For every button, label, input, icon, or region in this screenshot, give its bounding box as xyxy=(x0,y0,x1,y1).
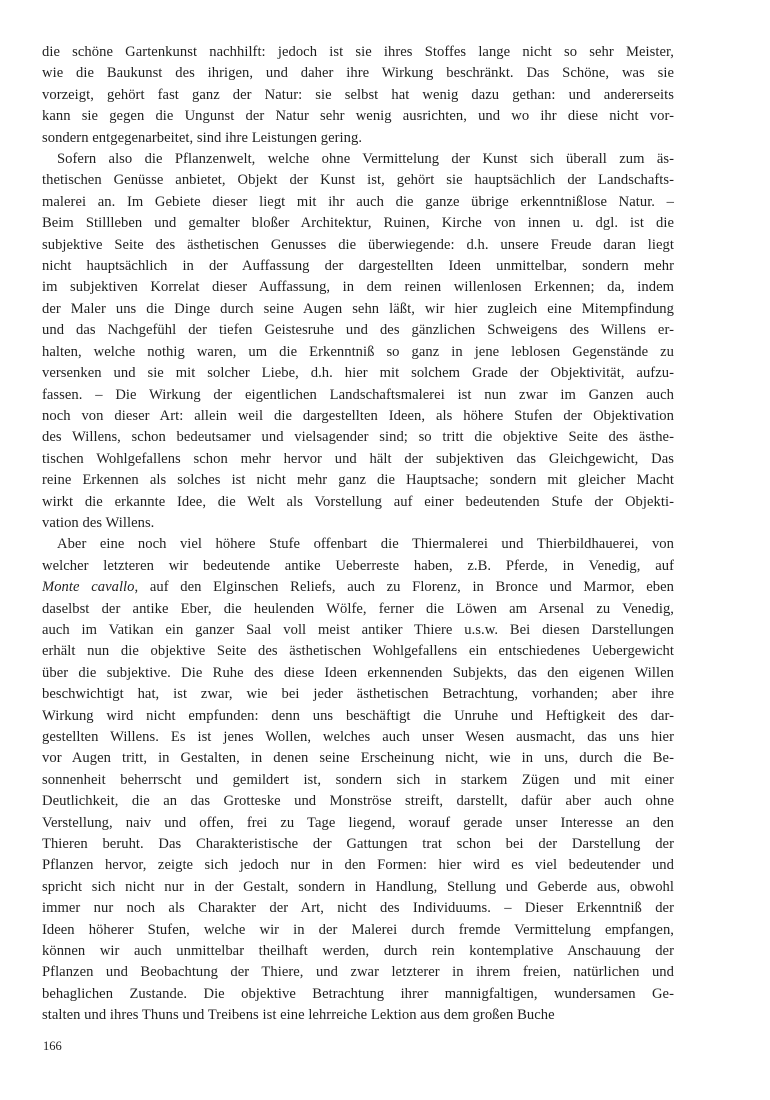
text-line: spricht sich nicht nur in der Gestalt, sondern in Handlung, Stellung und Geberde aus, obwohl xyxy=(42,878,674,895)
text-line: und das Nachgefühl der tiefen Geistesruhe und des gänzlichen Schweigens des Willens er- xyxy=(42,322,674,339)
text-line: wirkt die erkannte Idee, die Welt als Vorstellung auf einer bedeutenden Stufe der Objekti- xyxy=(42,493,674,510)
text-line: vation des Willens. xyxy=(42,514,155,531)
text-line: die schöne Gartenkunst nachhilft: jedoch ist sie ihres Stoffes lange nicht so sehr Meister, xyxy=(42,44,674,60)
text-line: reine Erkennen als solches ist nicht mehr ganz die Hauptsache; sondern mit gleicher Macht xyxy=(42,472,674,489)
text-line: stalten und ihres Thuns und Treibens ist eine lehrreiche Lektion aus dem großen Buche xyxy=(42,1007,555,1024)
text-line: immer nur noch als Charakter der Art, nicht des Individuums. – Dieser Erkenntniß der xyxy=(42,900,674,917)
text-line: im subjektiven Korrelat dieser Auffassung, in dem reinen willenlosen Erkennen; da, indem xyxy=(42,279,674,296)
text-line: Monte cavallo, auf den Elginschen Reliefs, auch zu Florenz, in Bronce und Marmor, eben xyxy=(42,579,674,596)
text-line: halten, welche nothig waren, um die Erkenntniß so ganz in jene leblosen Gegenstände zu xyxy=(42,343,674,360)
text-line: wie die Baukunst des ihrigen, und daher ihre Wirkung beschränkt. Das Schöne, was sie xyxy=(42,65,674,82)
text-line: behaglichen Zustande. Die objektive Betrachtung ihrer mannigfaltigen, wundersamen Ge- xyxy=(42,985,674,1002)
text-line: subjektive Seite des ästhetischen Genusses die überwiegende: d.h. unsere Freude daran liegt xyxy=(42,236,674,253)
paragraph xyxy=(42,534,674,1026)
text-line: Wirkung wird nicht empfunden: denn uns beschäftigt die Unruhe und Heftigkeit des dar- xyxy=(42,707,674,724)
text-line: Pflanzen hervor, zeigte sich jedoch nur in den Formen: hier wird es viel bedeutender und xyxy=(42,857,674,874)
text-line: beschwichtigt hat, ist zwar, wie bei jeder ästhetischen Betrachtung, vorhanden; aber ihre xyxy=(42,686,674,703)
paragraph xyxy=(42,149,674,534)
text-line: Pflanzen und Beobachtung der Thiere, und zwar letzterer in ihrem freien, natürlichen und xyxy=(42,964,674,981)
text-line: sonnenheit beherrscht und gemildert ist, sondern sich in starkem Zügen und mit einer xyxy=(42,771,674,788)
text-line: Ideen höherer Stufen, welche wir in der Malerei durch fremde Vermittelung empfangen, xyxy=(42,921,674,938)
text-line: noch von dieser Art: allein weil die dargestellten Ideen, als höhere Stufen der Objektivation xyxy=(42,407,674,424)
text-line: vorzeigt, gehört fast ganz der Natur: sie selbst hat wenig dazu gethan: und andererseits xyxy=(42,86,674,103)
text-line: nicht hauptsächlich in der Auffassung der dargestellten Ideen unmittelbar, sondern mehr xyxy=(42,258,674,275)
text-line: Thieren beruht. Das Charakteristische der Gattungen trat schon bei der Darstellung der xyxy=(42,836,674,853)
text-line: über die subjektive. Die Ruhe des diese Ideen erkennenden Subjekts, das den eigenen Willen xyxy=(42,664,674,681)
text-line: Verstellung, naiv und offen, frei zu Tage liegend, worauf gerade unser Interesse an den xyxy=(42,814,674,831)
text-line: können wir auch unmittelbar theilhaft werden, durch rein kontemplative Anschauung der xyxy=(42,943,674,960)
text-line: malerei an. Im Gebiete dieser liegt mit ihr auch die ganze übrige erkenntnißlose Natur. – xyxy=(42,193,674,210)
italic-text: Monte cavallo xyxy=(42,579,135,596)
paragraph xyxy=(42,42,674,149)
text-line: der Maler uns die Dinge durch seine Augen sehn läßt, wir hier zugleich eine Mitempfindung xyxy=(42,300,674,317)
text-line: kann sie gegen die Ungunst der Natur sehr wenig ausrichten, und wo ihr diese nicht vor- xyxy=(42,108,674,125)
text-line: des Willens, schon bedeutsamer und vielsagender sind; so tritt die objektive Seite des ästhe- xyxy=(42,429,674,446)
text-line: Deutlichkeit, die an das Grotteske und Monströse streift, darstellt, dafür aber auch ohne xyxy=(42,793,674,810)
text-line: sondern entgegenarbeitet, sind ihre Leistungen gering. xyxy=(42,129,363,146)
text-line: Beim Stillleben und gemalter bloßer Architektur, Ruinen, Kirche von innen u. dgl. ist die xyxy=(42,215,674,232)
page-number: 166 xyxy=(43,1039,62,1053)
text-line: welcher letzteren wir bedeutende antike Ueberreste haben, z.B. Pferde, in Venedig, auf xyxy=(42,557,674,574)
text-line: Aber eine noch viel höhere Stufe offenbart die Thiermalerei und Thierbildhauerei, von xyxy=(57,536,674,553)
text-line: gestellten Willens. Es ist jenes Wollen, welches auch unser Wesen ausmacht, das uns hier xyxy=(42,729,674,745)
text-block xyxy=(42,42,674,1027)
text-line: daselbst der antike Eber, die heulenden Wölfe, ferner die Löwen am Arsenal zu Venedig, xyxy=(42,600,674,617)
text-line: auch im Vatikan ein ganzer Saal voll meist antiker Thiere u.s.w. Bei diesen Darstellungen xyxy=(42,621,674,638)
text-line: tischen Wohlgefallens schon mehr hervor und hält der subjektiven das Gleichgewicht, Das xyxy=(42,450,674,467)
text-line: versenken und sie mit solcher Liebe, d.h. hier mit solchem Grade der Objektivität, aufzu- xyxy=(42,365,674,382)
text-line: fassen. – Die Wirkung der eigentlichen Landschaftsmalerei ist nun zwar im Ganzen auch xyxy=(42,386,674,403)
text-line: Sofern also die Pflanzenwelt, welche ohne Vermittelung der Kunst sich überall zum äs- xyxy=(57,151,674,168)
text-line: vor Augen tritt, in Gestalten, in denen seine Erscheinung nicht, wie in uns, durch die Be- xyxy=(42,750,674,767)
text-line: thetischen Genüsse anbietet, Objekt der Kunst ist, gehört sie hauptsächlich der Landschafts- xyxy=(42,172,674,189)
text-line: erhält nun die objektive Seite des ästhetischen Wohlgefallens ein entschiedenes Uebergewicht xyxy=(42,643,674,660)
